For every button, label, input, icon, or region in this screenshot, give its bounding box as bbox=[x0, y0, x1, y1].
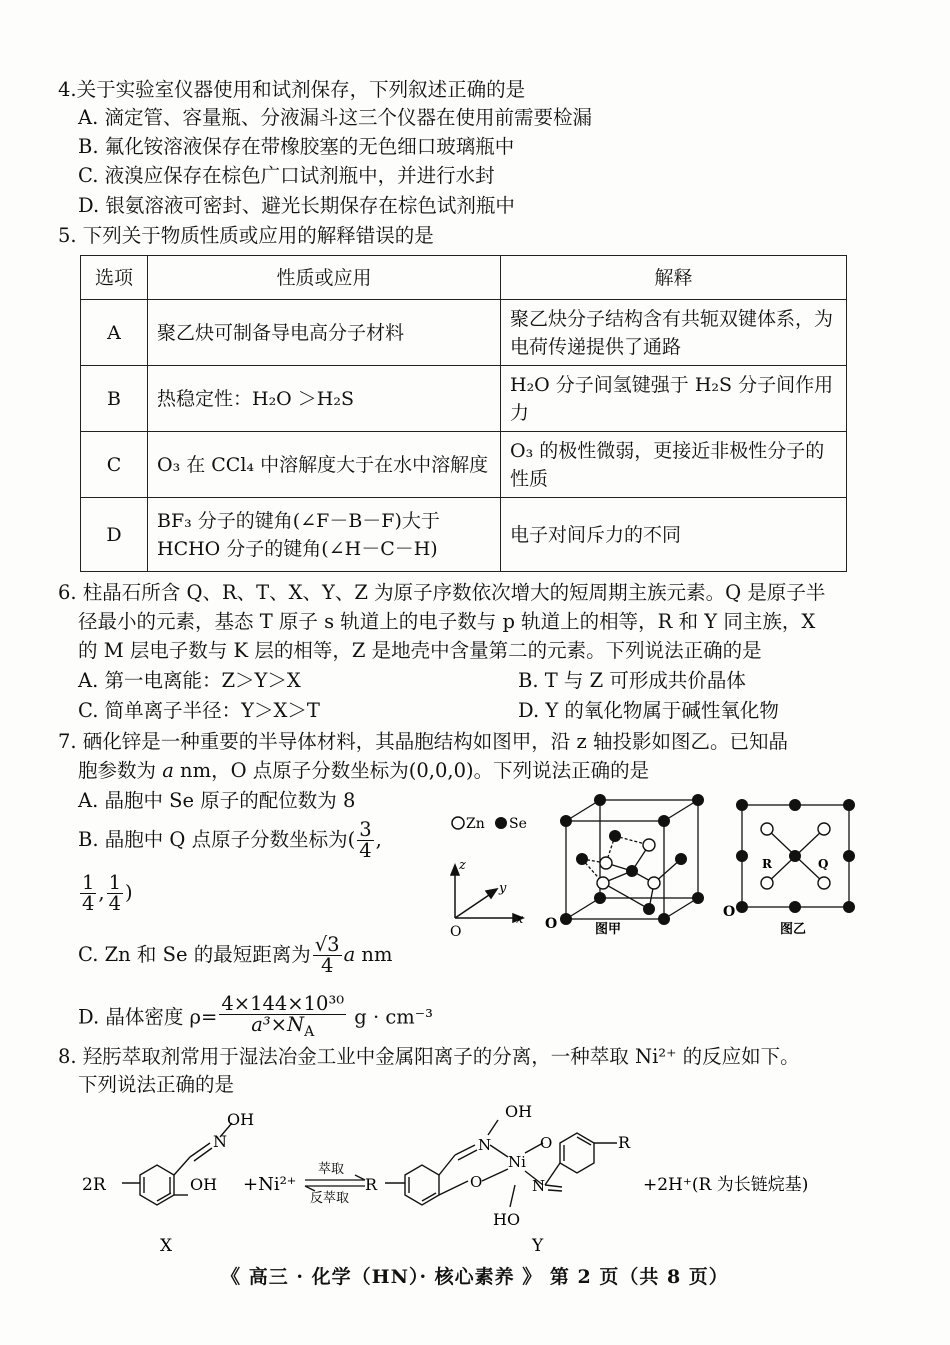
q5-row-b-property: 热稳定性：H₂O ＞H₂S bbox=[148, 366, 501, 432]
se-legend-icon bbox=[495, 817, 507, 829]
q8-line-1: 8. 羟肟萃取剂常用于湿法冶金工业中金属阳离子的分离，一种萃取 Ni²⁺ 的反应如下。 bbox=[58, 1045, 800, 1068]
q6-option-c: C. 简单离子半径：Y＞X＞T bbox=[78, 699, 320, 722]
fig2-origin-label: O bbox=[723, 904, 736, 920]
q8-line-2: 下列说法正确的是 bbox=[78, 1073, 235, 1096]
fig1-origin-label: O bbox=[545, 916, 558, 932]
projection-se-atoms bbox=[736, 799, 855, 913]
equilibrium-arrow-icon bbox=[305, 1175, 365, 1191]
q6-option-a: A. 第一电离能：Z＞Y＞X bbox=[78, 669, 301, 692]
y-o2-label: O bbox=[540, 1134, 553, 1152]
x-noh-label: OH bbox=[227, 1110, 255, 1129]
fig1-caption: 图甲 bbox=[595, 922, 622, 937]
label-y: Y bbox=[532, 1236, 544, 1255]
forward-label: 萃取 bbox=[318, 1162, 345, 1177]
x-oh-label: OH bbox=[190, 1175, 218, 1194]
y-n1-label: N bbox=[478, 1136, 492, 1154]
y-ni-label: Ni bbox=[508, 1153, 526, 1171]
q5-row-a-option: A bbox=[81, 300, 148, 366]
q5-stem: 5. 下列关于物质性质或应用的解释错误的是 bbox=[58, 224, 434, 247]
fig2-q-label: Q bbox=[818, 857, 829, 871]
q5-row-b-explanation: H₂O 分子间氢键强于 H₂S 分子间作用力 bbox=[501, 366, 847, 432]
q4-option-b: B. 氟化铵溶液保存在带橡胶塞的无色细口玻璃瓶中 bbox=[78, 135, 515, 158]
q5-row-d-explanation: 电子对间斥力的不同 bbox=[501, 498, 847, 572]
axis-z-label: z bbox=[459, 858, 466, 873]
q7-option-a: A. 晶胞中 Se 原子的配位数为 8 bbox=[78, 789, 356, 812]
q5-row-d-property: BF₃ 分子的键角(∠F－B－F)大于 HCHO 分子的键角(∠H－C－H) bbox=[148, 498, 501, 572]
q6-option-d: D. Y 的氧化物属于碱性氧化物 bbox=[518, 699, 779, 722]
plus-ni: +Ni²⁺ bbox=[243, 1174, 297, 1195]
q7-line-1: 7. 硒化锌是一种重要的半导体材料，其晶胞结构如图甲，沿 z 轴投影如图乙。已知晶 bbox=[58, 730, 788, 753]
fig2-r-label: R bbox=[762, 857, 772, 871]
q5-header-explanation: 解释 bbox=[501, 256, 847, 300]
q6-line-2: 径最小的元素，基态 T 原子 s 轨道上的电子数与 p 轨道上的相等，R 和 Y 同主族，X bbox=[78, 610, 816, 633]
q5-header-option: 选项 bbox=[81, 256, 148, 300]
y-oh-top-label: OH bbox=[505, 1102, 533, 1121]
label-x: X bbox=[160, 1236, 173, 1255]
legend-zn-label: Zn bbox=[466, 816, 485, 832]
q5-row-d-option: D bbox=[81, 498, 148, 572]
q5-row-c-explanation: O₃ 的极性微弱，更接近非极性分子的性质 bbox=[501, 432, 847, 498]
q5-header-property: 性质或应用 bbox=[148, 256, 501, 300]
legend-se-label: Se bbox=[509, 816, 527, 832]
q6-option-b: B. T 与 Z 可形成共价晶体 bbox=[518, 669, 746, 692]
q8-reaction-scheme bbox=[70, 1095, 870, 1255]
q7-figures bbox=[440, 785, 870, 945]
y-n2-label: N bbox=[532, 1177, 546, 1195]
q4-stem: 4.关于实验室仪器使用和试剂保存，下列叙述正确的是 bbox=[58, 78, 526, 101]
y-r-left-label: R bbox=[365, 1175, 378, 1194]
q5-row-c-property: O₃ 在 CCl₄ 中溶解度大于在水中溶解度 bbox=[148, 432, 501, 498]
axis-y-label: y bbox=[499, 881, 507, 896]
q6-line-3: 的 M 层电子数与 K 层的相等，Z 是地壳中含量第二的元素。下列说法正确的是 bbox=[78, 639, 762, 662]
zn-legend-icon bbox=[452, 817, 464, 829]
page-footer: 《 高三 · 化学（HN）· 核心素养 》 第 2 页（共 8 页） bbox=[221, 1266, 729, 1288]
q7-option-c: C. Zn 和 Se 的最短距离为 $\frac{√3}{4}$ a nm bbox=[78, 933, 393, 977]
y-ho-bottom-label: HO bbox=[493, 1210, 521, 1229]
axes-icon bbox=[451, 865, 523, 922]
fig2-caption: 图乙 bbox=[780, 922, 807, 937]
q7-line-2: 胞参数为 a nm，O 点原子分数坐标为(0,0,0)。下列说法正确的是 bbox=[78, 759, 650, 782]
q7-option-b-cont: $\frac{1}{4}$ , $\frac{1}{4}$ ) bbox=[82, 871, 133, 915]
axis-origin-label: O bbox=[450, 924, 462, 940]
q5-row-b-option: B bbox=[81, 366, 148, 432]
reverse-label: 反萃取 bbox=[310, 1191, 350, 1206]
q5-row-a-property: 聚乙炔可制备导电高分子材料 bbox=[148, 300, 501, 366]
q4-option-a: A. 滴定管、容量瓶、分液漏斗这三个仪器在使用前需要检漏 bbox=[78, 106, 592, 129]
q7-option-d: D. 晶体密度 ρ= $\frac{\text{4×144×10³⁰}}{a^3\times N_A}$ g · cm⁻³ bbox=[78, 992, 433, 1040]
plus-h-note: +2H⁺(R 为长链烷基) bbox=[643, 1175, 809, 1195]
q7-option-b: B. 晶胞中 Q 点原子分数坐标为( $\frac{3}{4}$ , bbox=[78, 818, 382, 862]
molecule-y bbox=[385, 1120, 617, 1207]
q5-row-a-explanation: 聚乙炔分子结构含有共轭双键体系，为电荷传递提供了通路 bbox=[501, 300, 847, 366]
x-n-label: N bbox=[213, 1132, 227, 1151]
q6-line-1: 6. 柱晶石所含 Q、R、T、X、Y、Z 为原子序数依次增大的短周期主族元素。Q 是原子半 bbox=[58, 581, 826, 604]
y-o1-label: O bbox=[470, 1173, 483, 1191]
q5-table bbox=[80, 255, 847, 572]
q4-option-c: C. 液溴应保存在棕色广口试剂瓶中，并进行水封 bbox=[78, 164, 495, 187]
q4-option-d: D. 银氨溶液可密封、避光长期保存在棕色试剂瓶中 bbox=[78, 194, 515, 217]
se-atoms bbox=[560, 794, 704, 925]
zn-atoms bbox=[597, 839, 660, 889]
q5-row-c-option: C bbox=[81, 432, 148, 498]
y-r-right-label: R bbox=[618, 1133, 631, 1152]
x-2r-label: 2R bbox=[82, 1175, 106, 1195]
axis-x-label: x bbox=[516, 912, 524, 927]
